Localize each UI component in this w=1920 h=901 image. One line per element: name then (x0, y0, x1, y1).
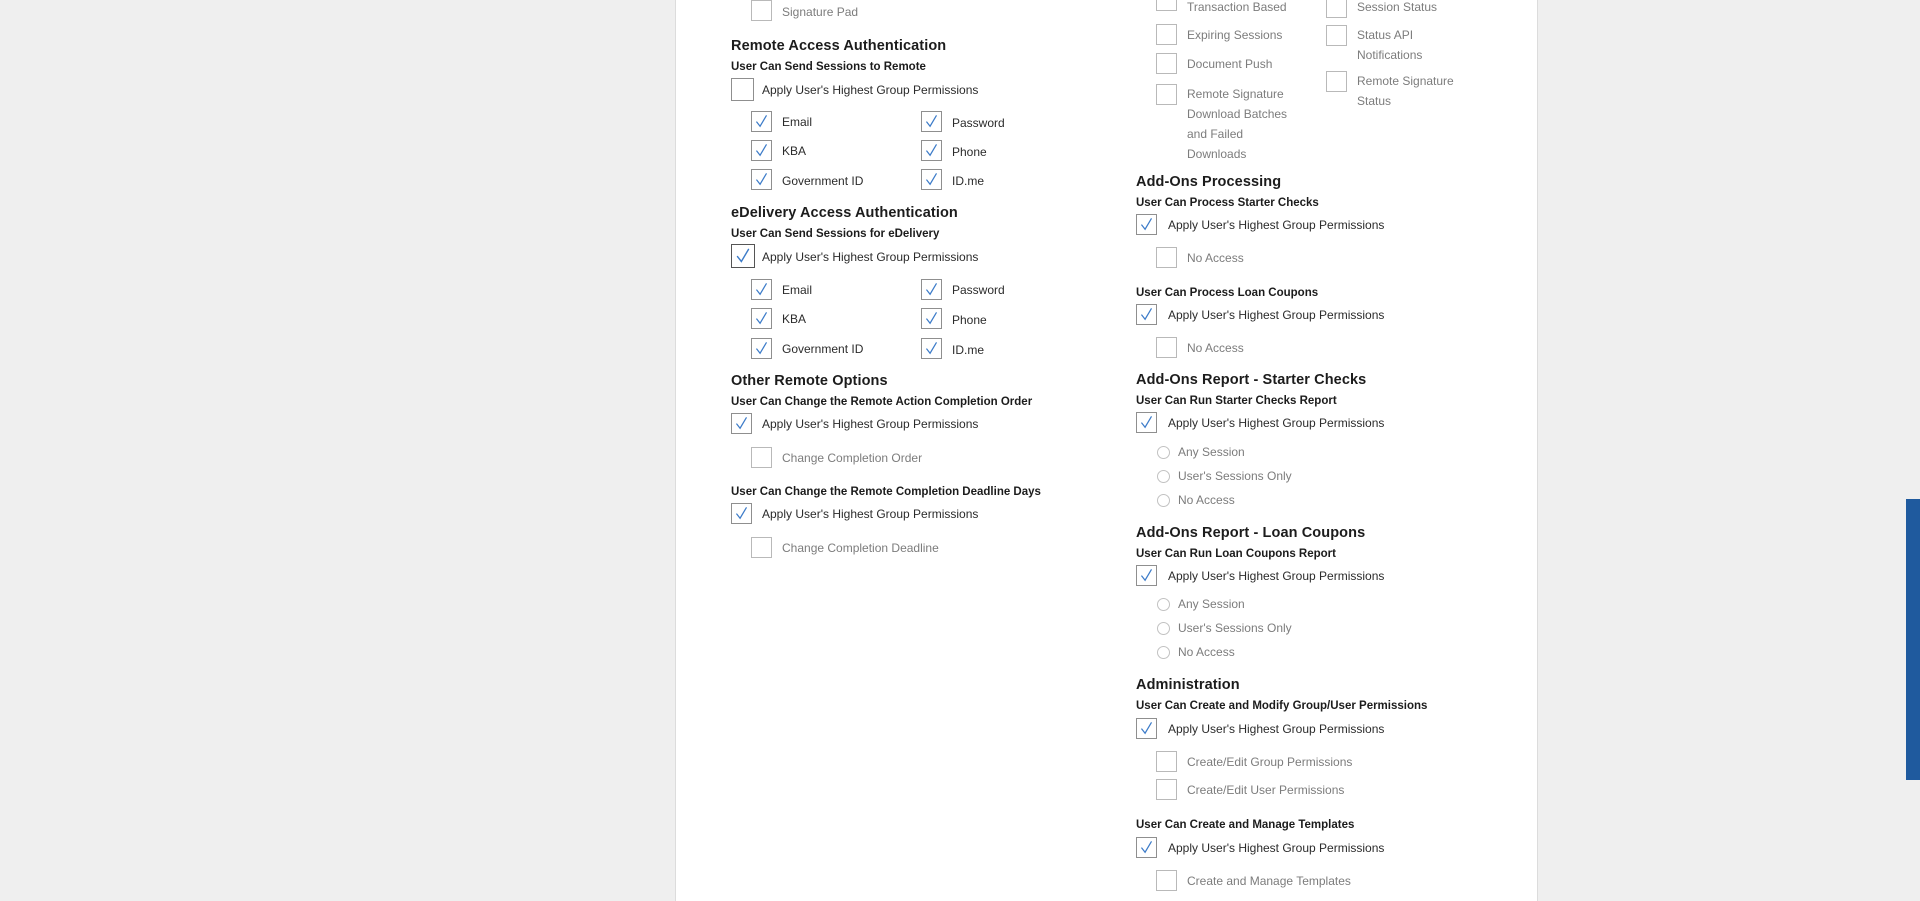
checkmark-icon (922, 309, 941, 328)
expiring-sessions-label: Expiring Sessions (1187, 28, 1283, 42)
status-api-notifications-label: Status API Notifications (1357, 28, 1423, 62)
report-loan-any-session-radio[interactable] (1157, 598, 1170, 611)
edelivery-idme-label: ID.me (952, 343, 985, 357)
remote-password-label: Password (952, 116, 1005, 130)
report-loan-no-access-radio[interactable] (1157, 646, 1170, 659)
checkmark-icon (1137, 838, 1156, 857)
checkmark-icon (732, 504, 751, 523)
templates-apply-checkbox[interactable] (1136, 837, 1157, 858)
remote-idme-checkbox[interactable] (921, 169, 942, 190)
checkmark-icon (1137, 305, 1156, 324)
checkmark-icon (752, 280, 771, 299)
remote-government-id-label: Government ID (782, 174, 864, 188)
checkmark-icon (752, 141, 771, 160)
addons-processing-title: Add-Ons Processing (1136, 174, 1282, 190)
session-status-checkbox[interactable] (1326, 0, 1347, 18)
edelivery-kba-checkbox[interactable] (751, 308, 772, 329)
templates-apply-label: Apply User's Highest Group Permissions (1168, 841, 1385, 855)
report-starter-title: Add-Ons Report - Starter Checks (1136, 372, 1367, 388)
remote-password-checkbox[interactable] (921, 111, 942, 132)
group-user-apply-checkbox[interactable] (1136, 718, 1157, 739)
report-starter-any-session-radio[interactable] (1157, 446, 1170, 459)
remote-signature-status-checkbox[interactable] (1326, 71, 1347, 92)
signature-pad-label: Signature Pad (782, 5, 859, 19)
change-completion-deadline-checkbox[interactable] (751, 537, 772, 558)
completion-order-apply-label: Apply User's Highest Group Permissions (762, 417, 979, 431)
report-starter-no-access-radio[interactable] (1157, 494, 1170, 507)
remote-phone-label: Phone (952, 145, 987, 159)
edelivery-title: eDelivery Access Authentication (731, 205, 958, 221)
signature-pad-checkbox[interactable] (751, 0, 772, 21)
loan-coupons-apply-label: Apply User's Highest Group Permissions (1168, 308, 1385, 322)
expiring-sessions-checkbox[interactable] (1156, 24, 1177, 45)
report-loan-users-sessions-radio[interactable] (1157, 622, 1170, 635)
remote-signature-download-label: Remote Signature Download Batches and Failed Downloads (1187, 87, 1288, 161)
create-edit-user-permissions-label: Create/Edit User Permissions (1187, 783, 1345, 797)
completion-deadline-apply-label: Apply User's Highest Group Permissions (762, 507, 979, 521)
create-edit-group-permissions-checkbox[interactable] (1156, 751, 1177, 772)
edelivery-email-checkbox[interactable] (751, 279, 772, 300)
remote-email-label: Email (782, 115, 813, 129)
report-loan-title: Add-Ons Report - Loan Coupons (1136, 525, 1366, 541)
remote-phone-checkbox[interactable] (921, 140, 942, 161)
report-starter-subtitle: User Can Run Starter Checks Report (1136, 395, 1337, 407)
checkmark-icon (922, 170, 941, 189)
checkmark-icon (752, 112, 771, 131)
edelivery-idme-checkbox[interactable] (921, 338, 942, 359)
session-status-label: Session Status (1357, 0, 1438, 14)
report-starter-apply-checkbox[interactable] (1136, 412, 1157, 433)
remote-kba-label: KBA (782, 144, 807, 158)
remote-signature-download-checkbox[interactable] (1156, 84, 1177, 105)
edelivery-government-id-checkbox[interactable] (751, 338, 772, 359)
starter-checks-apply-checkbox[interactable] (1136, 214, 1157, 235)
completion-order-subtitle: User Can Change the Remote Action Completion Order (731, 396, 1033, 408)
document-push-label: Document Push (1187, 57, 1273, 71)
loan-coupons-apply-checkbox[interactable] (1136, 304, 1157, 325)
remote-apply-label: Apply User's Highest Group Permissions (762, 83, 979, 97)
report-loan-users-sessions-label: User's Sessions Only (1178, 621, 1292, 635)
create-manage-templates-label: Create and Manage Templates (1187, 874, 1351, 888)
checkmark-icon (922, 141, 941, 160)
administration-title: Administration (1136, 677, 1240, 693)
group-user-permissions-subtitle: User Can Create and Modify Group/User Permissions (1136, 700, 1428, 712)
edelivery-subtitle: User Can Send Sessions for eDelivery (731, 228, 940, 240)
other-remote-title: Other Remote Options (731, 373, 888, 389)
edelivery-email-label: Email (782, 283, 813, 297)
checkmark-icon (732, 245, 754, 267)
checkmark-icon (1137, 413, 1156, 432)
report-starter-apply-label: Apply User's Highest Group Permissions (1168, 416, 1385, 430)
starter-checks-no-access-label: No Access (1187, 251, 1244, 265)
report-loan-apply-label: Apply User's Highest Group Permissions (1168, 569, 1385, 583)
create-edit-user-permissions-checkbox[interactable] (1156, 779, 1177, 800)
edelivery-password-label: Password (952, 283, 1005, 297)
report-loan-no-access-label: No Access (1178, 645, 1235, 659)
report-starter-users-sessions-label: User's Sessions Only (1178, 469, 1292, 483)
edelivery-phone-label: Phone (952, 313, 987, 327)
report-loan-any-session-label: Any Session (1178, 597, 1245, 611)
remote-email-checkbox[interactable] (751, 111, 772, 132)
completion-order-apply-checkbox[interactable] (731, 413, 752, 434)
change-completion-order-checkbox[interactable] (751, 447, 772, 468)
checkmark-icon (922, 280, 941, 299)
change-completion-order-label: Change Completion Order (782, 451, 923, 465)
document-push-checkbox[interactable] (1156, 53, 1177, 74)
checkmark-icon (752, 339, 771, 358)
edelivery-password-checkbox[interactable] (921, 279, 942, 300)
transaction-based-label: Transaction Based (1187, 0, 1287, 14)
edelivery-government-id-label: Government ID (782, 342, 864, 356)
permissions-panel (675, 0, 1538, 901)
create-edit-group-permissions-label: Create/Edit Group Permissions (1187, 755, 1353, 769)
starter-checks-apply-label: Apply User's Highest Group Permissions (1168, 218, 1385, 232)
starter-checks-subtitle: User Can Process Starter Checks (1136, 197, 1319, 209)
edelivery-apply-checkbox[interactable] (731, 244, 755, 268)
checkmark-icon (922, 339, 941, 358)
checkmark-icon (752, 170, 771, 189)
remote-access-subtitle: User Can Send Sessions to Remote (731, 61, 926, 73)
completion-deadline-subtitle: User Can Change the Remote Completion Deadline Days (731, 486, 1041, 498)
loan-coupons-no-access-label: No Access (1187, 341, 1244, 355)
remote-apply-checkbox[interactable] (731, 78, 754, 101)
checkmark-icon (1137, 719, 1156, 738)
checkmark-icon (732, 414, 751, 433)
remote-idme-label: ID.me (952, 174, 985, 188)
checkmark-icon (1137, 215, 1156, 234)
checkmark-icon (752, 309, 771, 328)
edelivery-kba-label: KBA (782, 312, 807, 326)
loan-coupons-subtitle: User Can Process Loan Coupons (1136, 287, 1319, 299)
edelivery-phone-checkbox[interactable] (921, 308, 942, 329)
edelivery-apply-label: Apply User's Highest Group Permissions (762, 250, 979, 264)
remote-government-id-checkbox[interactable] (751, 169, 772, 190)
remote-kba-checkbox[interactable] (751, 140, 772, 161)
scrollbar-thumb[interactable] (1906, 499, 1920, 780)
completion-deadline-apply-checkbox[interactable] (731, 503, 752, 524)
change-completion-deadline-label: Change Completion Deadline (782, 541, 939, 555)
templates-subtitle: User Can Create and Manage Templates (1136, 819, 1355, 831)
report-starter-users-sessions-radio[interactable] (1157, 470, 1170, 483)
report-loan-apply-checkbox[interactable] (1136, 565, 1157, 586)
create-manage-templates-checkbox[interactable] (1156, 870, 1177, 891)
status-api-notifications-checkbox[interactable] (1326, 25, 1347, 46)
checkmark-icon (1137, 566, 1156, 585)
transaction-based-checkbox[interactable] (1156, 0, 1177, 11)
remote-signature-status-label: Remote Signature Status (1357, 74, 1454, 108)
remote-access-title: Remote Access Authentication (731, 38, 947, 54)
report-starter-no-access-label: No Access (1178, 493, 1235, 507)
starter-checks-no-access-checkbox[interactable] (1156, 247, 1177, 268)
loan-coupons-no-access-checkbox[interactable] (1156, 337, 1177, 358)
report-loan-subtitle: User Can Run Loan Coupons Report (1136, 548, 1336, 560)
group-user-apply-label: Apply User's Highest Group Permissions (1168, 722, 1385, 736)
report-starter-any-session-label: Any Session (1178, 445, 1245, 459)
checkmark-icon (922, 112, 941, 131)
